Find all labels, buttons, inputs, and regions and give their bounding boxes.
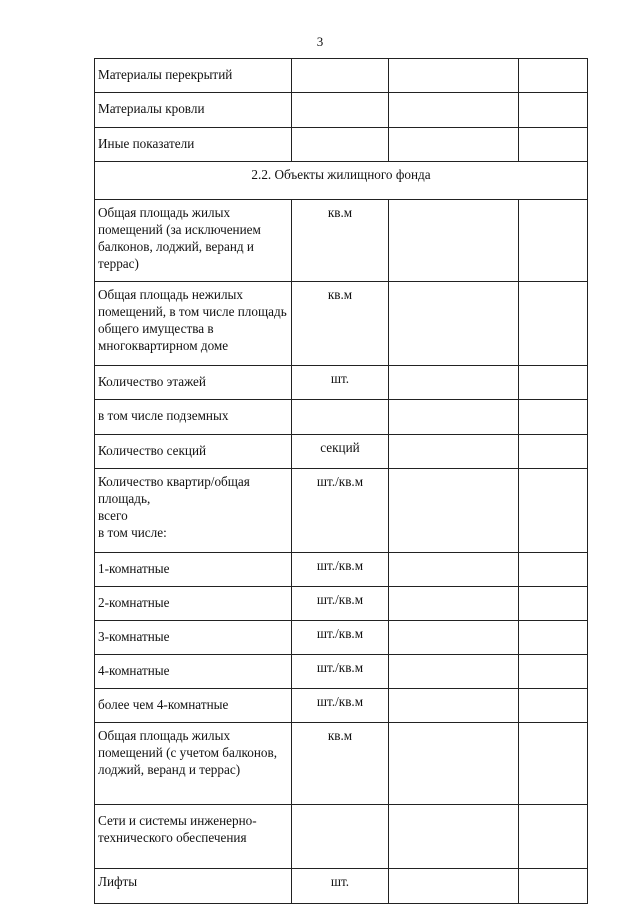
section-header-row: [95, 162, 588, 200]
unit-cell: [292, 93, 389, 128]
design-value-cell: [389, 689, 519, 723]
unit-cell: шт./кв.м: [292, 655, 389, 689]
row-label: 2-комнатные: [95, 587, 292, 621]
design-value-cell: [389, 805, 519, 869]
row-label: Материалы кровли: [95, 93, 292, 128]
design-value-cell: [389, 469, 519, 553]
actual-value-cell: [519, 200, 588, 282]
table-row: [95, 200, 588, 282]
design-value-cell: [389, 621, 519, 655]
row-label: Лифты: [95, 869, 292, 904]
design-value-cell: [389, 723, 519, 805]
unit-cell: [292, 128, 389, 162]
actual-value-cell: [519, 689, 588, 723]
row-label: Количество этажей: [95, 366, 292, 400]
section-title: 2.2. Объекты жилищного фонда: [95, 162, 588, 200]
row-label-line: всего: [98, 508, 128, 523]
unit-cell: [292, 59, 389, 93]
unit-cell: шт./кв.м: [292, 621, 389, 655]
table-row: [95, 469, 588, 553]
table-row: [95, 128, 588, 162]
table-row: [95, 435, 588, 469]
table-row: [95, 282, 588, 366]
unit-cell: шт.: [292, 869, 389, 904]
row-label: Общая площадь жилых помещений (за исключением балконов, лоджий, веранд и террас): [95, 200, 292, 282]
design-value-cell: [389, 366, 519, 400]
unit-cell: секций: [292, 435, 389, 469]
row-label: [95, 469, 292, 553]
table-row: [95, 59, 588, 93]
table-row: [95, 621, 588, 655]
actual-value-cell: [519, 869, 588, 904]
actual-value-cell: [519, 366, 588, 400]
unit-cell: кв.м: [292, 282, 389, 366]
row-label-line: в том числе:: [98, 525, 167, 540]
design-value-cell: [389, 655, 519, 689]
table-row: [95, 655, 588, 689]
unit-cell: шт./кв.м: [292, 553, 389, 587]
design-value-cell: [389, 93, 519, 128]
design-value-cell: [389, 553, 519, 587]
actual-value-cell: [519, 435, 588, 469]
actual-value-cell: [519, 655, 588, 689]
unit-cell: [292, 400, 389, 435]
unit-cell: шт.: [292, 366, 389, 400]
actual-value-cell: [519, 621, 588, 655]
actual-value-cell: [519, 59, 588, 93]
table-row: [95, 366, 588, 400]
actual-value-cell: [519, 128, 588, 162]
design-value-cell: [389, 200, 519, 282]
row-label: 4-комнатные: [95, 655, 292, 689]
table-row: [95, 93, 588, 128]
unit-cell: шт./кв.м: [292, 689, 389, 723]
table-row: [95, 723, 588, 805]
unit-cell: кв.м: [292, 200, 389, 282]
row-label: Сети и системы инженерно-технического обеспечения: [95, 805, 292, 869]
row-label: в том числе подземных: [95, 400, 292, 435]
row-label: Общая площадь нежилых помещений, в том числе площадь общего имущества в многоквартирном доме: [95, 282, 292, 366]
table-row: [95, 869, 588, 904]
actual-value-cell: [519, 553, 588, 587]
row-label: 3-комнатные: [95, 621, 292, 655]
unit-cell: шт./кв.м: [292, 587, 389, 621]
design-value-cell: [389, 435, 519, 469]
page-number: 3: [316, 34, 324, 49]
row-label: Иные показатели: [95, 128, 292, 162]
row-label: Общая площадь жилых помещений (с учетом балконов, лоджий, веранд и террас): [95, 723, 292, 805]
row-label: 1-комнатные: [95, 553, 292, 587]
actual-value-cell: [519, 587, 588, 621]
unit-cell: шт./кв.м: [292, 469, 389, 553]
row-label-line: Количество квартир/общая площадь,: [98, 474, 250, 506]
actual-value-cell: [519, 282, 588, 366]
actual-value-cell: [519, 805, 588, 869]
design-value-cell: [389, 59, 519, 93]
row-label: Материалы перекрытий: [95, 59, 292, 93]
actual-value-cell: [519, 400, 588, 435]
table-row: [95, 587, 588, 621]
design-value-cell: [389, 400, 519, 435]
table-row: [95, 805, 588, 869]
actual-value-cell: [519, 469, 588, 553]
row-label: Количество секций: [95, 435, 292, 469]
actual-value-cell: [519, 93, 588, 128]
table-row: [95, 689, 588, 723]
table-row: [95, 553, 588, 587]
design-value-cell: [389, 128, 519, 162]
unit-cell: [292, 805, 389, 869]
indicators-table: [94, 58, 588, 904]
actual-value-cell: [519, 723, 588, 805]
design-value-cell: [389, 587, 519, 621]
row-label: более чем 4-комнатные: [95, 689, 292, 723]
design-value-cell: [389, 869, 519, 904]
unit-cell: кв.м: [292, 723, 389, 805]
table-row: [95, 400, 588, 435]
design-value-cell: [389, 282, 519, 366]
